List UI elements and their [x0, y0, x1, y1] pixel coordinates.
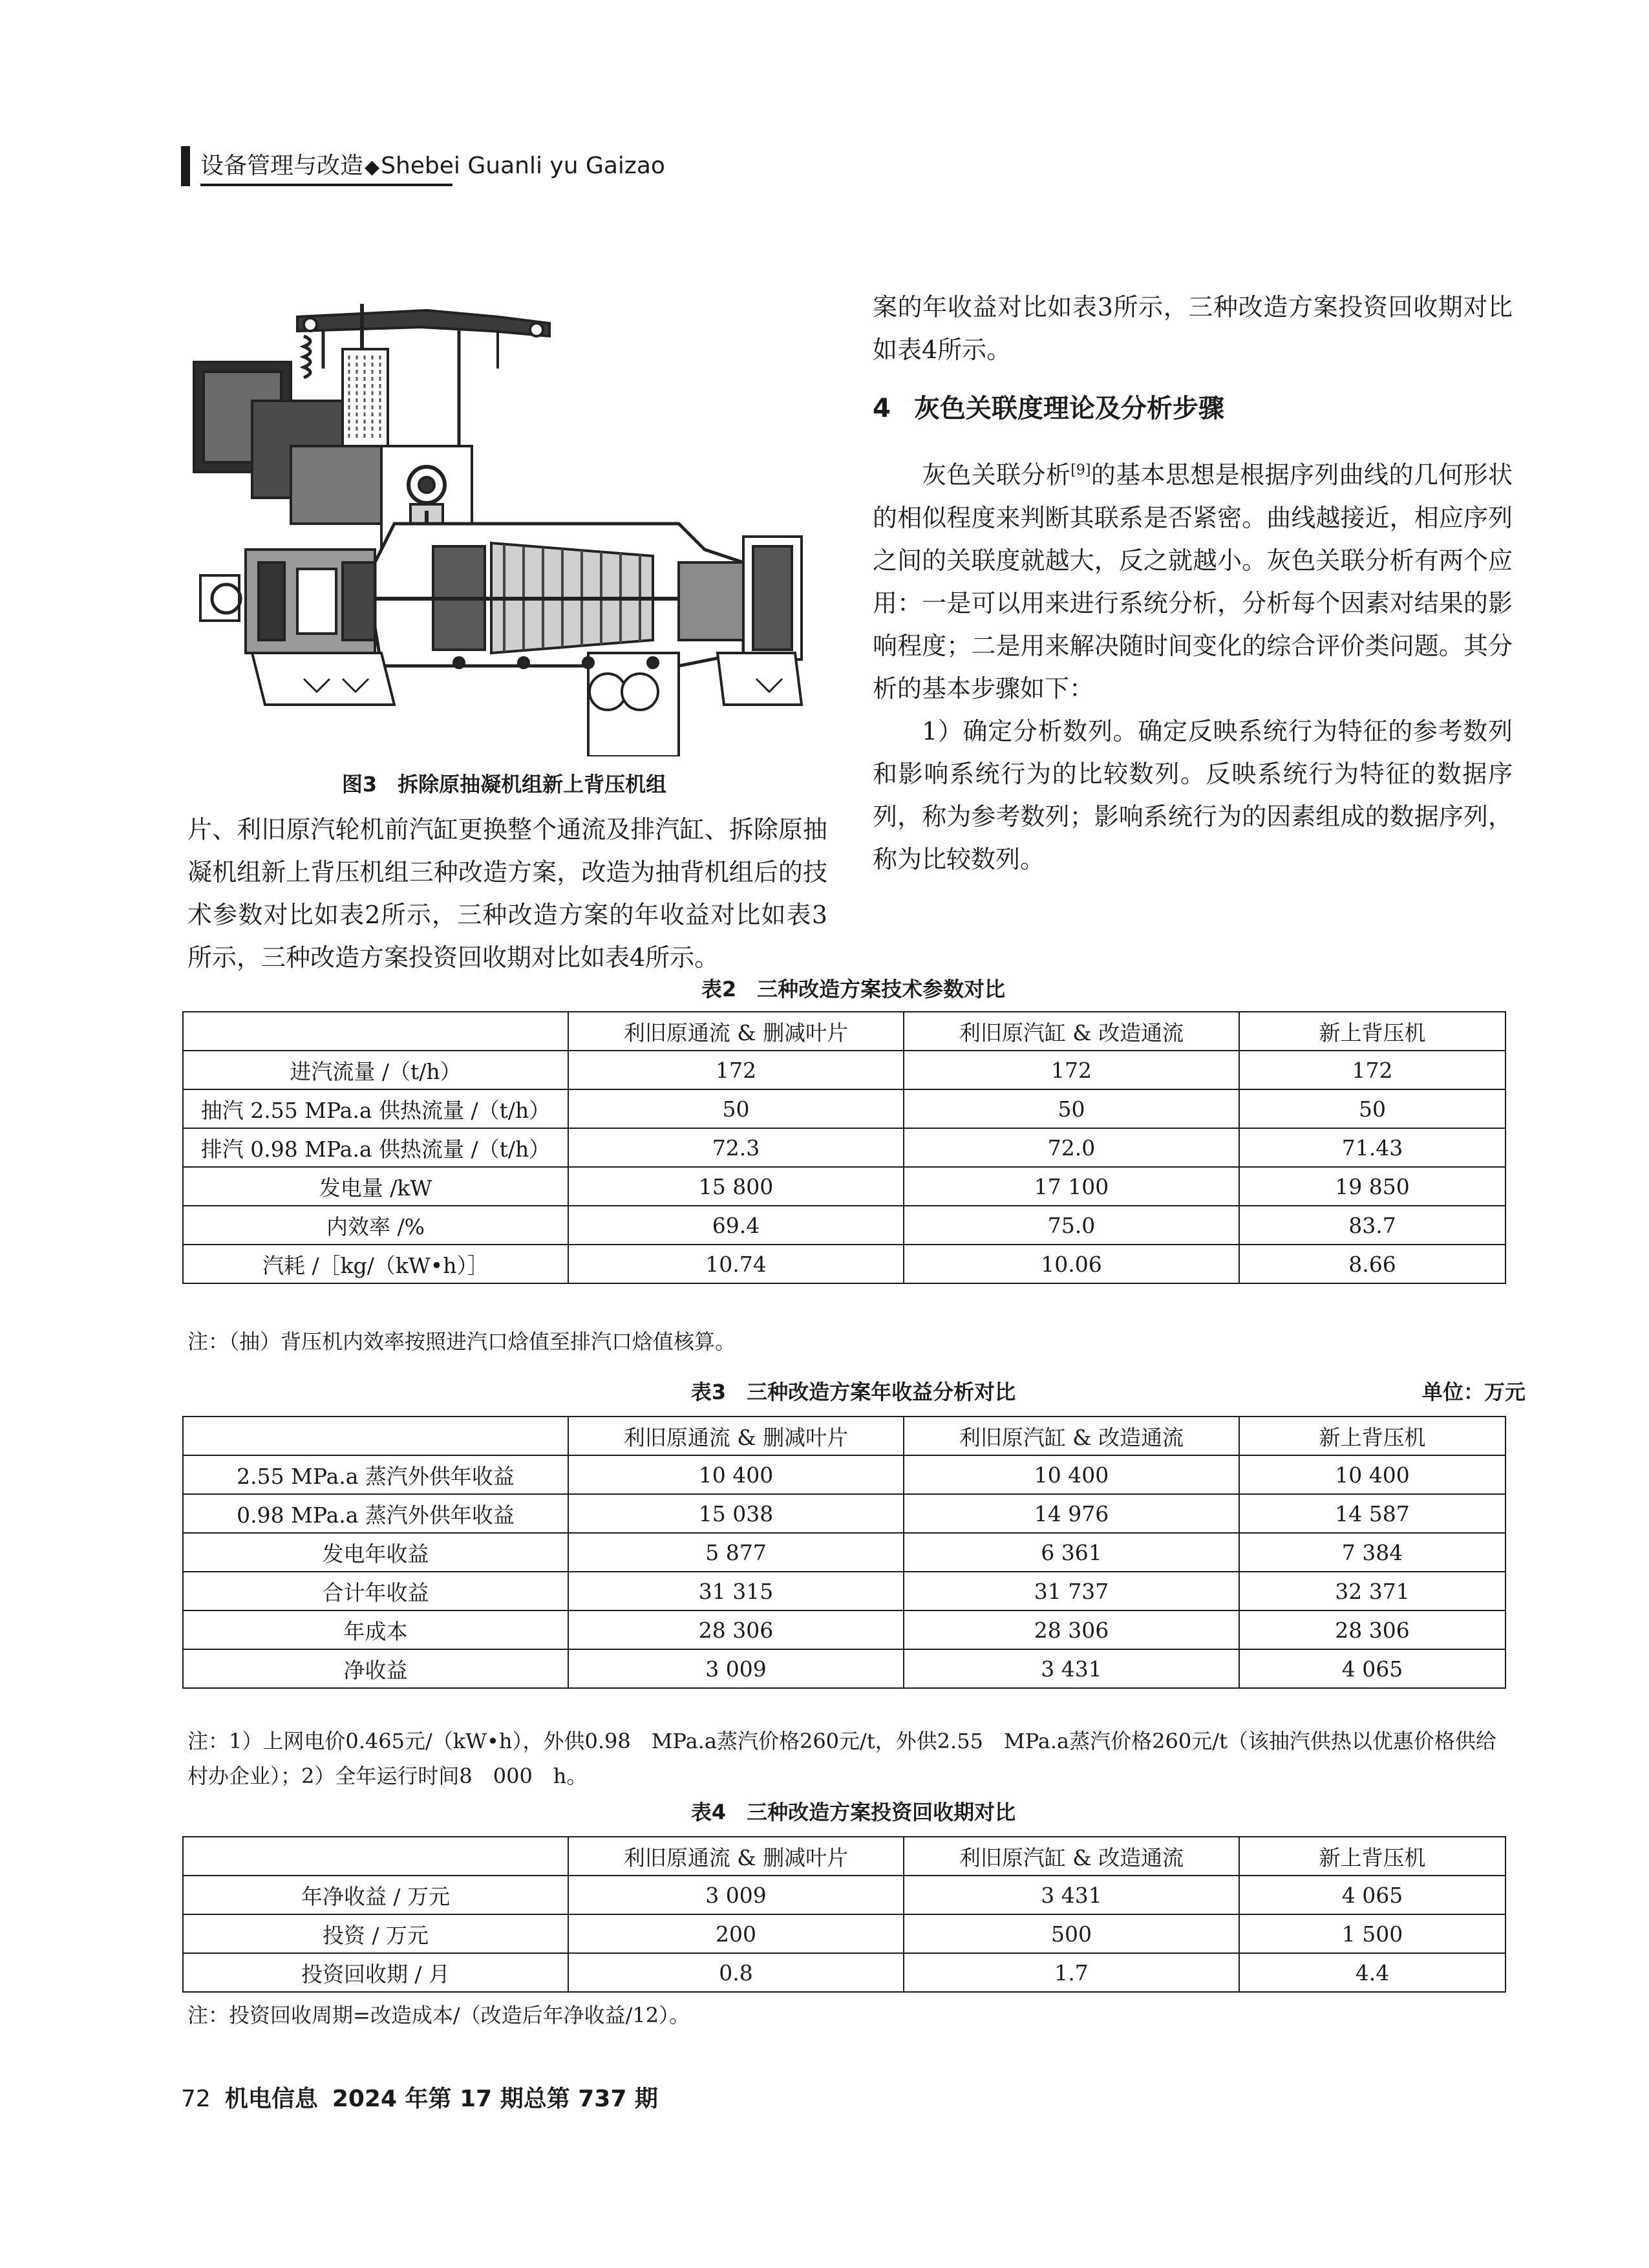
table-header-cell: 新上背压机: [1239, 1417, 1505, 1455]
table-cell: 15 800: [568, 1167, 904, 1206]
table-row: [183, 1494, 1505, 1533]
table3-caption: 表3 三种改造方案年收益分析对比: [690, 1380, 1016, 1404]
table-cell: 排汽 0.98 MPa.a 供热流量 /（t/h）: [183, 1128, 568, 1167]
table-cell: 1 500: [1239, 1914, 1505, 1953]
table-cell: 14 976: [904, 1494, 1239, 1533]
table-cell: 抽汽 2.55 MPa.a 供热流量 /（t/h）: [183, 1089, 568, 1128]
table-header-cell: [183, 1837, 568, 1876]
right-intro-text: 案的年收益对比如表3所示，三种改造方案投资回收期对比如表4所示。: [873, 293, 1513, 364]
table-row: [183, 1051, 1505, 1089]
table3-note: 注：1）上网电价0.465元/（kW•h），外供0.98 MPa.a蒸汽价格260元/t，外供2.55 MPa.a蒸汽价格260元/t（该抽汽供热以优惠价格供给村办企业）；2）全年运行时间8 000 h。: [187, 1729, 1496, 1788]
table-cell: 200: [568, 1914, 904, 1953]
table-cell: 28 306: [568, 1610, 904, 1649]
table-cell: 10.06: [904, 1245, 1239, 1283]
table-cell: 32 371: [1239, 1572, 1505, 1610]
table-cell: 31 315: [568, 1572, 904, 1610]
table-cell: 7 384: [1239, 1533, 1505, 1572]
table-cell: 投资回收期 / 月: [183, 1953, 568, 1992]
table-cell: 10.74: [568, 1245, 904, 1283]
table-row: [183, 1206, 1505, 1245]
table-cell: 4 065: [1239, 1649, 1505, 1688]
journal-name: 机电信息: [224, 2086, 318, 2112]
table-cell: 28 306: [904, 1610, 1239, 1649]
table-row: [183, 1914, 1505, 1953]
table-header-cell: 利旧原汽缸 & 改造通流: [904, 1012, 1239, 1051]
table-row: [183, 1167, 1505, 1206]
table-cell: 0.98 MPa.a 蒸汽外供年收益: [183, 1494, 568, 1533]
table-cell: 3 431: [904, 1649, 1239, 1688]
table-cell: 年净收益 / 万元: [183, 1876, 568, 1914]
table-cell: 3 431: [904, 1876, 1239, 1914]
table-header-cell: 新上背压机: [1239, 1837, 1505, 1876]
table-cell: 10 400: [1239, 1455, 1505, 1494]
table-row: [183, 1649, 1505, 1688]
table-cell: 0.8: [568, 1953, 904, 1992]
table-row: [183, 1455, 1505, 1494]
table-cell: 172: [568, 1051, 904, 1089]
section-number: 4: [873, 394, 891, 423]
table4: [182, 1836, 1506, 1993]
table-cell: 72.3: [568, 1128, 904, 1167]
table-header-cell: [183, 1012, 568, 1051]
table-cell: 31 737: [904, 1572, 1239, 1610]
table-header-cell: 利旧原通流 & 删减叶片: [568, 1012, 904, 1051]
table-cell: 年成本: [183, 1610, 568, 1649]
table2: [182, 1011, 1506, 1284]
table-cell: 10 400: [904, 1455, 1239, 1494]
table-cell: 17 100: [904, 1167, 1239, 1206]
table-header-cell: [183, 1417, 568, 1455]
table-cell: 汽耗 /［kg/（kW•h）］: [183, 1245, 568, 1283]
table-cell: 发电年收益: [183, 1533, 568, 1572]
section-title: 灰色关联度理论及分析步骤: [913, 394, 1224, 423]
table-header-row: [183, 1012, 1505, 1051]
table-header-cell: 利旧原汽缸 & 改造通流: [904, 1837, 1239, 1876]
table-row: [183, 1089, 1505, 1128]
table-cell: 合计年收益: [183, 1572, 568, 1610]
table-cell: 8.66: [1239, 1245, 1505, 1283]
table-cell: 172: [904, 1051, 1239, 1089]
table-cell: 进汽流量 /（t/h）: [183, 1051, 568, 1089]
right-body: [873, 449, 1513, 881]
table-cell: 83.7: [1239, 1206, 1505, 1245]
table-cell: 69.4: [568, 1206, 904, 1245]
table-cell: 3 009: [568, 1876, 904, 1914]
table-cell: 75.0: [904, 1206, 1239, 1245]
header-title: [200, 147, 665, 180]
table-cell: 50: [568, 1089, 904, 1128]
table3: [182, 1416, 1506, 1689]
table-row: [183, 1572, 1505, 1610]
table-cell: 5 877: [568, 1533, 904, 1572]
table-cell: 500: [904, 1914, 1239, 1953]
table-header-cell: 新上背压机: [1239, 1012, 1505, 1051]
citation-ref: [9]: [1070, 462, 1091, 478]
table-cell: 3 009: [568, 1649, 904, 1688]
figure-caption: 图3 拆除原抽凝机组新上背压机组: [341, 772, 667, 797]
table-cell: 发电量 /kW: [183, 1167, 568, 1206]
table2-caption: 表2 三种改造方案技术参数对比: [701, 977, 1006, 1001]
table3-unit: 单位：万元: [1421, 1380, 1526, 1404]
turbine-figure: [187, 291, 821, 756]
issue-info: 2024 年第 17 期总第 737 期: [332, 2086, 658, 2112]
table-cell: 28 306: [1239, 1610, 1505, 1649]
right-intro: [873, 286, 1513, 371]
page-number: 72: [181, 2086, 211, 2112]
table-row: [183, 1533, 1505, 1572]
table-row: [183, 1953, 1505, 1992]
table-header-row: [183, 1417, 1505, 1455]
right-para-1: [873, 449, 1513, 710]
table-cell: 投资 / 万元: [183, 1914, 568, 1953]
table-cell: 15 038: [568, 1494, 904, 1533]
left-paragraph-text: 片、利旧原汽轮机前汽缸更换整个通流及排汽缸、拆除原抽凝机组新上背压机组三种改造方案，改造为抽背机组后的技术参数对比如表2所示，三种改造方案的年收益对比如表3所示，三种改造方案投资回收期对比如表4所示。: [187, 815, 827, 972]
table-header-cell: 利旧原汽缸 & 改造通流: [904, 1417, 1239, 1455]
table-row: [183, 1610, 1505, 1649]
table-row: [183, 1128, 1505, 1167]
table4-note: 注：投资回收周期=改造成本/（改造后年净收益/12）。: [187, 2003, 690, 2027]
table-header-row: [183, 1837, 1505, 1876]
header-title-pinyin: Shebei Guanli yu Gaizao: [381, 153, 665, 179]
table-cell: 4.4: [1239, 1953, 1505, 1992]
table-row: [183, 1245, 1505, 1283]
table3-caption-wrap: [181, 1376, 1526, 1406]
header-separator: ◆: [365, 156, 380, 178]
right-para-1-a: 灰色关联分析: [922, 460, 1071, 489]
table-header-cell: 利旧原通流 & 删减叶片: [568, 1837, 904, 1876]
table-cell: 4 065: [1239, 1876, 1505, 1914]
right-para-1-b: 的基本思想是根据序列曲线的几何形状的相似程度来判断其联系是否紧密。曲线越接近，相应序列之间的关联度就越大，反之就越小。灰色关联分析有两个应用：一是可以用来进行系统分析，分析每个因素对结果的影响程度；二是用来解决随时间变化的综合评价类问题。其分析的基本步骤如下：: [873, 460, 1513, 703]
table-cell: 50: [1239, 1089, 1505, 1128]
table4-caption: 表4 三种改造方案投资回收期对比: [690, 1800, 1016, 1824]
page-footer: [181, 2081, 658, 2113]
table-cell: 14 587: [1239, 1494, 1505, 1533]
table-cell: 72.0: [904, 1128, 1239, 1167]
table-cell: 50: [904, 1089, 1239, 1128]
running-header: [181, 144, 665, 187]
table-cell: 内效率 /%: [183, 1206, 568, 1245]
section-heading: [873, 388, 1224, 425]
table-cell: 10 400: [568, 1455, 904, 1494]
table2-note: 注：（抽）背压机内效率按照进汽口焓值至排汽口焓值核算。: [187, 1329, 736, 1354]
table-cell: 71.43: [1239, 1128, 1505, 1167]
table-cell: 19 850: [1239, 1167, 1505, 1206]
right-para-2: 1）确定分析数列。确定反映系统行为特征的参考数列和影响系统行为的比较数列。反映系统行为特征的数据序列，称为参考数列；影响系统行为的因素组成的数据序列，称为比较数列。: [873, 716, 1513, 873]
header-bar: [181, 146, 190, 186]
table-header-cell: 利旧原通流 & 删减叶片: [568, 1417, 904, 1455]
table-cell: 1.7: [904, 1953, 1239, 1992]
header-title-cn: 设备管理与改造: [200, 153, 364, 179]
header-rule: [200, 184, 452, 186]
table-cell: 6 361: [904, 1533, 1239, 1572]
table-cell: 2.55 MPa.a 蒸汽外供年收益: [183, 1455, 568, 1494]
table-row: [183, 1876, 1505, 1914]
left-paragraph: [187, 808, 827, 979]
table-cell: 净收益: [183, 1649, 568, 1688]
table-cell: 172: [1239, 1051, 1505, 1089]
